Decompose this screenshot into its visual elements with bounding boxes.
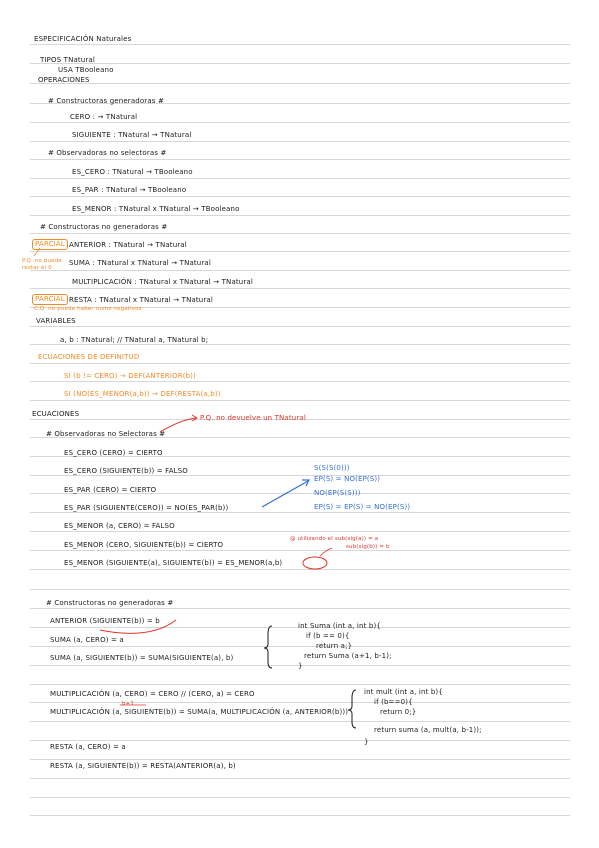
ruled-line — [30, 178, 570, 179]
ecuaciones-heading: ECUACIONES — [32, 410, 80, 418]
definitud-anterior: SI (b != CERO) → DEF(ANTERIOR(b)) — [64, 372, 196, 380]
eq-multiplicacion-siguiente: MULTIPLICACIÓN (a, SIGUIENTE(b)) = SUMA(a, MULTIPLICACIÓN (a, ANTERIOR(b))) — [50, 708, 349, 716]
ecuaciones-definitud-heading: ECUACIONES DE DEFINITUD — [38, 353, 140, 361]
eq-suma-cero: SUMA (a, CERO) = a — [50, 636, 124, 644]
observadoras-no-selectoras-heading: # Observadoras no Selectoras # — [46, 430, 166, 438]
ruled-line — [30, 815, 570, 816]
ruled-line — [30, 159, 570, 160]
note-resta: C.Q. no puede haber nums negativos — [34, 306, 142, 312]
ruled-line — [30, 646, 570, 647]
code-suma-3: return a;} — [316, 642, 353, 650]
parcial-badge-resta: PARCIAL — [32, 294, 68, 305]
ruled-line — [30, 721, 570, 722]
suma-signature: SUMA : TNatural x TNatural → TNatural — [69, 259, 211, 267]
ruled-line — [30, 363, 570, 364]
ruled-line — [30, 44, 570, 45]
es-par-signature: ES_PAR : TNatural → TBooleano — [72, 186, 187, 194]
eq-es-par-cero: ES_PAR (CERO) = CIERTO — [64, 486, 157, 494]
mult-insert-note: b+1 — [122, 701, 135, 707]
ruled-line — [30, 83, 570, 84]
eq-multiplicacion-cero: MULTIPLICACIÓN (a, CERO) = CERO // (CERO, a) = CERO — [50, 690, 255, 698]
ruled-line — [30, 569, 570, 570]
ruled-line — [30, 288, 570, 289]
ruled-line — [30, 326, 570, 327]
constructoras-generadoras-heading: # Constructoras generadoras # — [48, 97, 164, 105]
code-mult-1: int mult (int a, int b){ — [364, 688, 443, 696]
ruled-line — [30, 233, 570, 234]
siguiente-signature: SIGUIENTE : TNatural → TNatural — [72, 131, 192, 139]
cero-signature: CERO : → TNatural — [70, 113, 138, 121]
variables-heading: VARIABLES — [36, 317, 76, 325]
ruled-line — [30, 215, 570, 216]
constructoras-no-generadoras-heading-2: # Constructoras no generadoras # — [46, 599, 174, 607]
blue-note-2: EP(S) = NO(EP(S)) — [314, 475, 381, 483]
parcial-badge-anterior: PARCIAL — [32, 239, 68, 250]
eq-es-menor-siguiente-siguiente: ES_MENOR (SIGUIENTE(a), SIGUIENTE(b)) = ES_MENOR(a,b) — [64, 559, 283, 567]
ruled-line — [30, 381, 570, 382]
eq-anterior: ANTERIOR (SIGUIENTE(b)) = b — [50, 617, 160, 625]
ruled-line — [30, 740, 570, 741]
code-mult-4: return suma (a, mult(a, b-1)); — [374, 726, 482, 734]
brace-suma-icon — [264, 626, 272, 668]
code-suma-2: if (b == 0){ — [306, 632, 350, 640]
eq-resta-cero: RESTA (a, CERO) = a — [50, 743, 126, 751]
red-note-1: @ utilizando el sub(sig(a)) = a — [290, 536, 379, 542]
es-menor-signature: ES_MENOR : TNatural x TNatural → TBooleano — [72, 205, 240, 213]
red-note-2: sub(sig(b)) = b — [346, 544, 390, 550]
usa-line: USA TBooleano — [58, 66, 114, 74]
blue-note-4: EP(S) = EP(S) = NO(EP(S)) — [314, 503, 411, 511]
resta-signature: RESTA : TNatural x TNatural → TNatural — [69, 296, 213, 304]
multiplicacion-signature: MULTIPLICACIÓN : TNatural x TNatural → TNatural — [72, 278, 253, 286]
ruled-line — [30, 797, 570, 798]
ruled-line — [30, 122, 570, 123]
code-suma-4: return Suma (a+1, b-1); — [304, 652, 392, 660]
operaciones-heading: OPERACIONES — [38, 76, 90, 84]
eq-es-par-siguiente: ES_PAR (SIGUIENTE(CERO)) = NO(ES_PAR(b)) — [64, 504, 229, 512]
code-suma-5: } — [298, 662, 303, 670]
note-anterior: P.Q. no puede restar el 0 — [22, 258, 62, 271]
ruled-line — [30, 63, 570, 64]
eq-es-menor-cero-siguiente: ES_MENOR (CERO, SIGUIENTE(b)) = CIERTO — [64, 541, 224, 549]
code-suma-1: int Suma (int a, int b){ — [298, 622, 381, 630]
variables-declaration: a, b : TNatural; // TNatural a, TNatural b; — [60, 336, 209, 344]
ruled-line — [30, 702, 570, 703]
ruled-line — [30, 589, 570, 590]
definitud-resta: SI (NO(ES_MENOR(a,b)) → DEF(RESTA(a,b)) — [64, 390, 221, 398]
ruled-line — [30, 400, 570, 401]
constructoras-no-generadoras-heading: # Constructoras no generadoras # — [40, 223, 168, 231]
blue-note-1: S(S(S(0))) — [314, 464, 350, 472]
eq-suma-siguiente: SUMA (a, SIGUIENTE(b)) = SUMA(SIGUIENTE(a), b) — [50, 654, 234, 662]
eq-es-menor-cero: ES_MENOR (a, CERO) = FALSO — [64, 522, 175, 530]
eq-es-cero-siguiente: ES_CERO (SIGUIENTE(b)) = FALSO — [64, 467, 188, 475]
code-mult-2: if (b==0){ — [374, 698, 413, 706]
ruled-line — [30, 141, 570, 142]
ruled-line — [30, 251, 570, 252]
ruled-line — [30, 778, 570, 779]
code-mult-5: } — [364, 738, 369, 746]
spec-title: ESPECIFICACIÓN Naturales — [34, 35, 132, 43]
red-circle-ab — [303, 557, 327, 569]
ruled-line — [30, 608, 570, 609]
es-cero-signature: ES_CERO : TNatural → TBooleano — [72, 168, 193, 176]
brace-mult-icon — [348, 690, 356, 728]
ruled-line — [30, 759, 570, 760]
anterior-signature: ANTERIOR : TNatural → TNatural — [69, 241, 187, 249]
blue-arrow-icon — [262, 481, 308, 507]
eq-resta-siguiente: RESTA (a, SIGUIENTE(b)) = RESTA(ANTERIOR(a), b) — [50, 762, 236, 770]
code-mult-3: return 0;} — [380, 708, 417, 716]
blue-note-3: NO(EP(S(S))) — [314, 489, 361, 497]
ruled-line — [30, 550, 570, 551]
ruled-line — [30, 684, 570, 685]
ruled-line — [30, 270, 570, 271]
ruled-line — [30, 196, 570, 197]
note-pq-tnatural: P.Q. no devuelve un TNatural — [200, 414, 306, 422]
tipos-line: TIPOS TNatural — [40, 56, 95, 64]
eq-es-cero-cero: ES_CERO (CERO) = CIERTO — [64, 449, 163, 457]
red-arrow-icon — [160, 418, 196, 432]
observadoras-heading: # Observadoras no selectoras # — [48, 149, 167, 157]
ruled-line — [30, 531, 570, 532]
